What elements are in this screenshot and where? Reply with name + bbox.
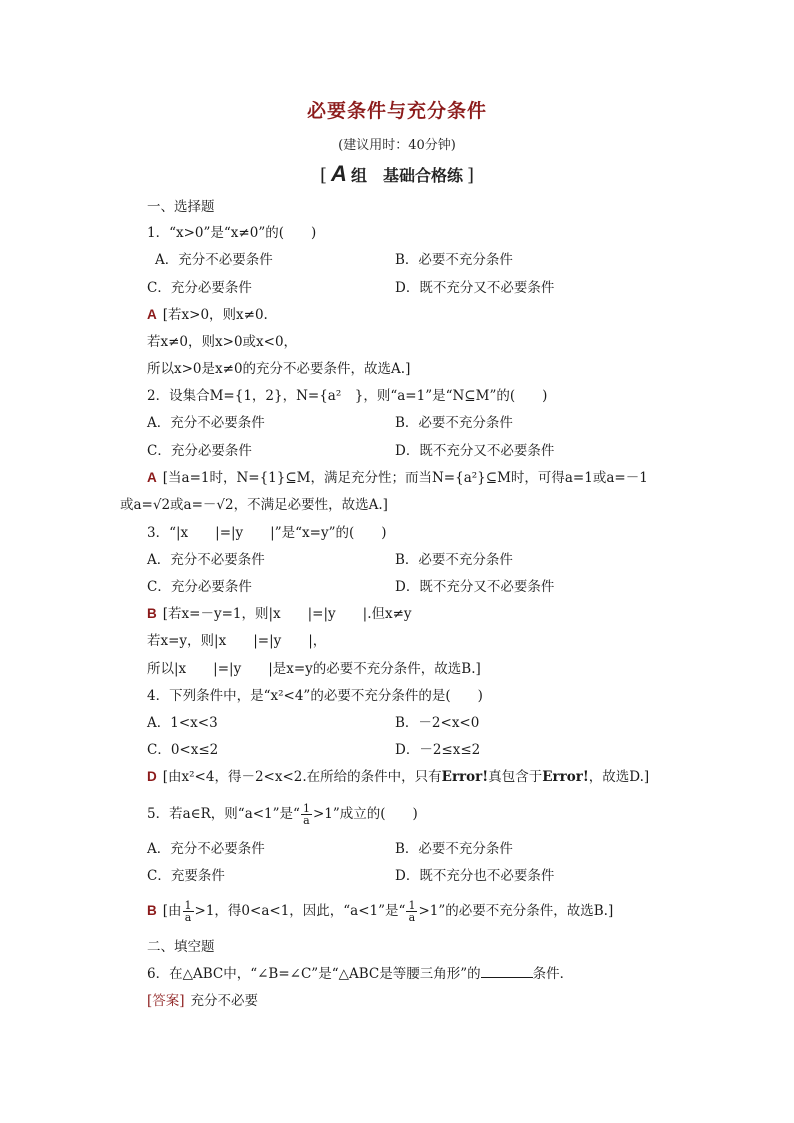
solution-text: >1”的必要不充分条件，故选B.] bbox=[418, 903, 614, 919]
fraction-numerator: 1 bbox=[408, 899, 416, 912]
solution-line: 所以x>0是x≠0的充分不必要条件，故选A.] bbox=[147, 361, 411, 377]
solution-line: 所以|x |=|y |是x=y的必要不充分条件，故选B.] bbox=[147, 661, 481, 677]
solution-line bbox=[147, 306, 268, 324]
error-marker: Error! bbox=[542, 769, 589, 785]
option-c: C．充分必要条件 bbox=[147, 280, 252, 296]
fraction-numerator: 1 bbox=[184, 899, 192, 912]
answer-letter: D bbox=[147, 769, 157, 784]
fraction-denominator: a bbox=[408, 911, 416, 924]
stem-text: 条件． bbox=[532, 966, 574, 982]
fraction bbox=[301, 803, 312, 826]
solution-text: [若x>0，则x≠0. bbox=[162, 307, 268, 323]
group-label: 组 基础合格练 bbox=[350, 166, 463, 185]
option-d: D．－2≤x≤2 bbox=[395, 742, 481, 758]
solution-line bbox=[147, 469, 648, 487]
fraction bbox=[183, 900, 194, 923]
solution-text: >1，得0<a<1，因此，“a<1”是“ bbox=[194, 903, 406, 919]
option-d: D．既不充分也不必要条件 bbox=[395, 868, 555, 884]
solution-line: 若x≠0，则x>0或x<0， bbox=[147, 334, 298, 350]
solution-line bbox=[147, 605, 412, 623]
answer-letter: B bbox=[147, 903, 157, 918]
stem-text: 6．在△ABC中，“∠B=∠C”是“△ABC是等腰三角形”的 bbox=[147, 966, 481, 982]
option-b: B．必要不充分条件 bbox=[395, 841, 513, 857]
option-c: C．0<x≤2 bbox=[147, 742, 219, 758]
error-marker: Error! bbox=[441, 769, 489, 785]
section-heading: 一、选择题 bbox=[147, 199, 215, 215]
option-c: C．充分必要条件 bbox=[147, 579, 252, 595]
option-d: D．既不充分又不必要条件 bbox=[395, 280, 555, 296]
page-title: 必要条件与充分条件 bbox=[306, 100, 487, 122]
fraction-denominator: a bbox=[303, 814, 310, 827]
question-stem bbox=[147, 801, 418, 827]
solution-text: [由 bbox=[162, 903, 182, 919]
question-stem: 4．下列条件中，是“x²<4”的必要不充分条件的是( ) bbox=[147, 688, 483, 704]
solution-line bbox=[147, 898, 613, 924]
answer-line bbox=[147, 992, 258, 1010]
option-d: D．既不充分又不必要条件 bbox=[395, 579, 555, 595]
answer-blank bbox=[481, 965, 533, 978]
stem-text: >1”成立的( ) bbox=[312, 806, 418, 822]
option-b: B．－2<x<0 bbox=[395, 715, 480, 731]
section-heading: 二、填空题 bbox=[147, 939, 215, 955]
option-a: A．充分不必要条件 bbox=[147, 415, 265, 431]
option-a: A．充分不必要条件 bbox=[147, 841, 265, 857]
solution-text: [若x=－y=1，则|x |=|y |.但x≠y bbox=[162, 606, 412, 622]
option-a: A．充分不必要条件 bbox=[155, 252, 273, 268]
option-b: B．必要不充分条件 bbox=[395, 252, 513, 268]
answer-tag: [答案] bbox=[147, 993, 185, 1009]
question-stem: 1．“x>0”是“x≠0”的( ) bbox=[147, 225, 317, 241]
solution-line: 或a=√2或a=－√2，不满足必要性，故选A.] bbox=[120, 497, 388, 513]
solution-line: 若x=y，则|x |=|y |， bbox=[147, 633, 327, 649]
fraction bbox=[406, 900, 417, 923]
solution-text: [由x²<4，得－2<x<2.在所给的条件中，只有 bbox=[162, 769, 442, 785]
option-b: B．必要不充分条件 bbox=[395, 415, 513, 431]
question-stem bbox=[147, 965, 573, 983]
bracket-left: [ bbox=[320, 165, 328, 186]
question-stem: 2．设集合M={1，2}，N={a² }，则“a=1”是“N⊆M”的( ) bbox=[147, 388, 548, 404]
question-stem: 3．“|x |=|y |”是“x=y”的( ) bbox=[147, 525, 387, 541]
option-c: C．充要条件 bbox=[147, 868, 225, 884]
fraction-numerator: 1 bbox=[302, 802, 310, 815]
option-c: C．充分必要条件 bbox=[147, 443, 252, 459]
bracket-right: ] bbox=[466, 165, 474, 186]
solution-text: 真包含于 bbox=[488, 769, 543, 785]
option-b: B．必要不充分条件 bbox=[395, 552, 513, 568]
solution-text: ，故选D.] bbox=[588, 769, 650, 785]
option-d: D．既不充分又不必要条件 bbox=[395, 443, 555, 459]
answer-letter: A bbox=[147, 470, 157, 485]
fraction-denominator: a bbox=[184, 911, 192, 924]
stem-text: 5．若a∈R，则“a<1”是“ bbox=[147, 806, 300, 822]
group-heading bbox=[0, 161, 794, 187]
solution-text: [当a=1时，N={1}⊆M，满足充分性；而当N={a²}⊆M时，可得a=1或a=－1 bbox=[162, 470, 648, 486]
page-subtitle: (建议用时：40分钟) bbox=[338, 138, 456, 153]
answer-letter: A bbox=[147, 307, 157, 322]
solution-line bbox=[147, 768, 649, 786]
group-letter: A bbox=[331, 161, 347, 186]
answer-letter: B bbox=[147, 606, 157, 621]
option-a: A．充分不必要条件 bbox=[147, 552, 265, 568]
answer-text: 充分不必要 bbox=[190, 993, 259, 1009]
option-a: A．1<x<3 bbox=[147, 715, 218, 731]
